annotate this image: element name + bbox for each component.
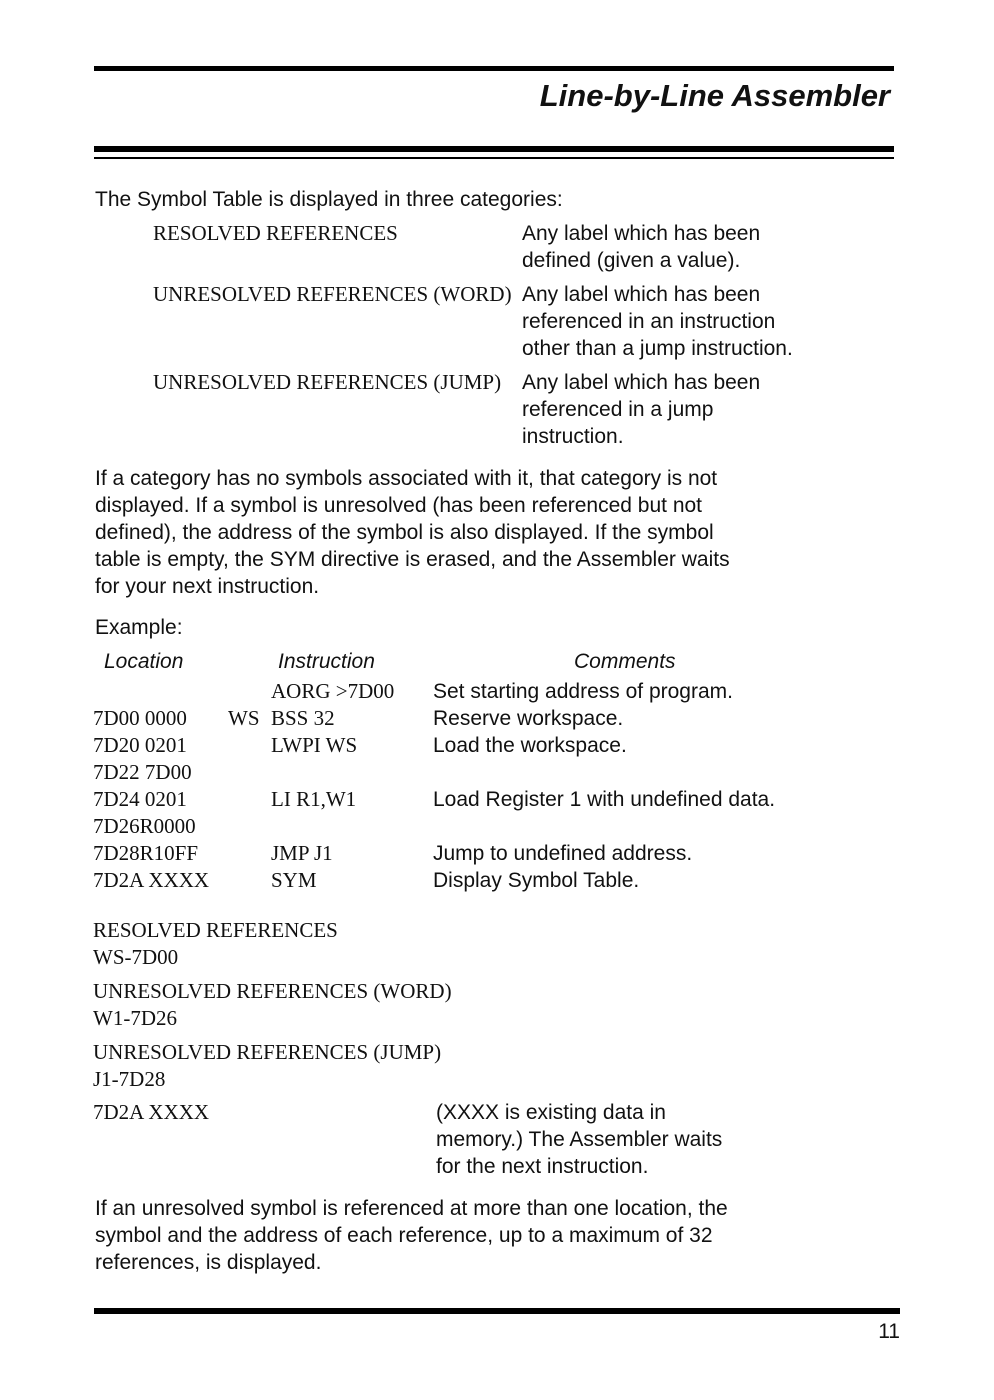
row-instruction: LI R1,W1 — [271, 787, 357, 811]
category-description — [522, 281, 793, 362]
category-description-line: other than a jump instruction. — [522, 337, 793, 360]
intro-text: The Symbol Table is displayed in three categories: — [95, 188, 563, 211]
output-line: J1-7D28 — [93, 1067, 166, 1091]
footer-rule — [94, 1308, 900, 1314]
header-rule-thick — [94, 146, 894, 152]
category-name: UNRESOLVED REFERENCES (WORD) — [153, 282, 512, 306]
note-line: for the next instruction. — [436, 1155, 649, 1178]
category-name: RESOLVED REFERENCES — [153, 221, 398, 245]
category-description-line: instruction. — [522, 425, 624, 448]
paragraph-line: displayed. If a symbol is unresolved (has been referenced but not — [95, 494, 703, 517]
paragraph-line: references, is displayed. — [95, 1251, 322, 1274]
output-line: UNRESOLVED REFERENCES (JUMP) — [93, 1040, 442, 1064]
paragraph-line: If an unresolved symbol is referenced at more than one location, the — [95, 1197, 728, 1220]
example-label: Example: — [95, 616, 183, 639]
top-rule — [94, 66, 894, 71]
note-line: memory.) The Assembler waits — [436, 1128, 723, 1151]
row-instruction: AORG >7D00 — [271, 679, 395, 703]
row-location: 7D00 0000 — [93, 706, 187, 730]
row-comment: Display Symbol Table. — [433, 869, 640, 892]
row-location: 7D24 0201 — [93, 787, 187, 811]
column-header-instruction: Instruction — [278, 650, 375, 673]
row-comment: Jump to undefined address. — [433, 842, 693, 865]
output-unresolved-jump — [93, 1039, 441, 1093]
category-description-line: Any label which has been — [522, 222, 761, 245]
output-line: W1-7D26 — [93, 1006, 177, 1030]
paragraph-line: symbol and the address of each reference, up to a maximum of 32 — [95, 1224, 713, 1247]
category-description-line: referenced in a jump — [522, 398, 714, 421]
row-comment: Load the workspace. — [433, 734, 627, 757]
row-location: 7D26R0000 — [93, 814, 196, 838]
row-instruction: BSS 32 — [271, 706, 335, 730]
body-paragraph — [95, 1195, 728, 1276]
row-location: 7D20 0201 — [93, 733, 187, 757]
row-instruction: SYM — [271, 868, 317, 892]
page-number: 11 — [878, 1320, 900, 1343]
row-location: 7D2A XXXX — [93, 868, 210, 892]
row-location: 7D22 7D00 — [93, 760, 192, 784]
paragraph-line: for your next instruction. — [95, 575, 320, 598]
note-line: (XXXX is existing data in — [436, 1101, 666, 1124]
paragraph-line: If a category has no symbols associated with it, that category is not — [95, 467, 718, 490]
category-description-line: Any label which has been — [522, 371, 761, 394]
row-instruction: JMP J1 — [271, 841, 333, 865]
output-resolved — [93, 917, 338, 971]
category-description — [522, 220, 760, 274]
output-line: UNRESOLVED REFERENCES (WORD) — [93, 979, 452, 1003]
category-description-line: Any label which has been — [522, 283, 761, 306]
output-line: RESOLVED REFERENCES — [93, 918, 338, 942]
category-description-line: referenced in an instruction — [522, 310, 776, 333]
column-header-comments: Comments — [574, 650, 676, 673]
row-label: WS — [228, 706, 260, 730]
row-location: 7D28R10FF — [93, 841, 199, 865]
row-comment: Set starting address of program. — [433, 680, 733, 703]
paragraph-line: table is empty, the SYM directive is erased, and the Assembler waits — [95, 548, 730, 571]
page-title: Line-by-Line Assembler — [539, 78, 890, 113]
row-comment: Reserve workspace. — [433, 707, 624, 730]
output-final-note — [436, 1099, 722, 1180]
category-name: UNRESOLVED REFERENCES (JUMP) — [153, 370, 502, 394]
header-rule-thin — [94, 157, 894, 159]
output-final-location: 7D2A XXXX — [93, 1100, 210, 1124]
category-description-line: defined (given a value). — [522, 249, 741, 272]
body-paragraph — [95, 465, 730, 600]
paragraph-line: defined), the address of the symbol is also displayed. If the symbol — [95, 521, 714, 544]
row-comment: Load Register 1 with undefined data. — [433, 788, 776, 811]
output-line: WS-7D00 — [93, 945, 179, 969]
category-description — [522, 369, 760, 450]
row-instruction: LWPI WS — [271, 733, 358, 757]
column-header-location: Location — [104, 650, 184, 673]
output-unresolved-word — [93, 978, 452, 1032]
